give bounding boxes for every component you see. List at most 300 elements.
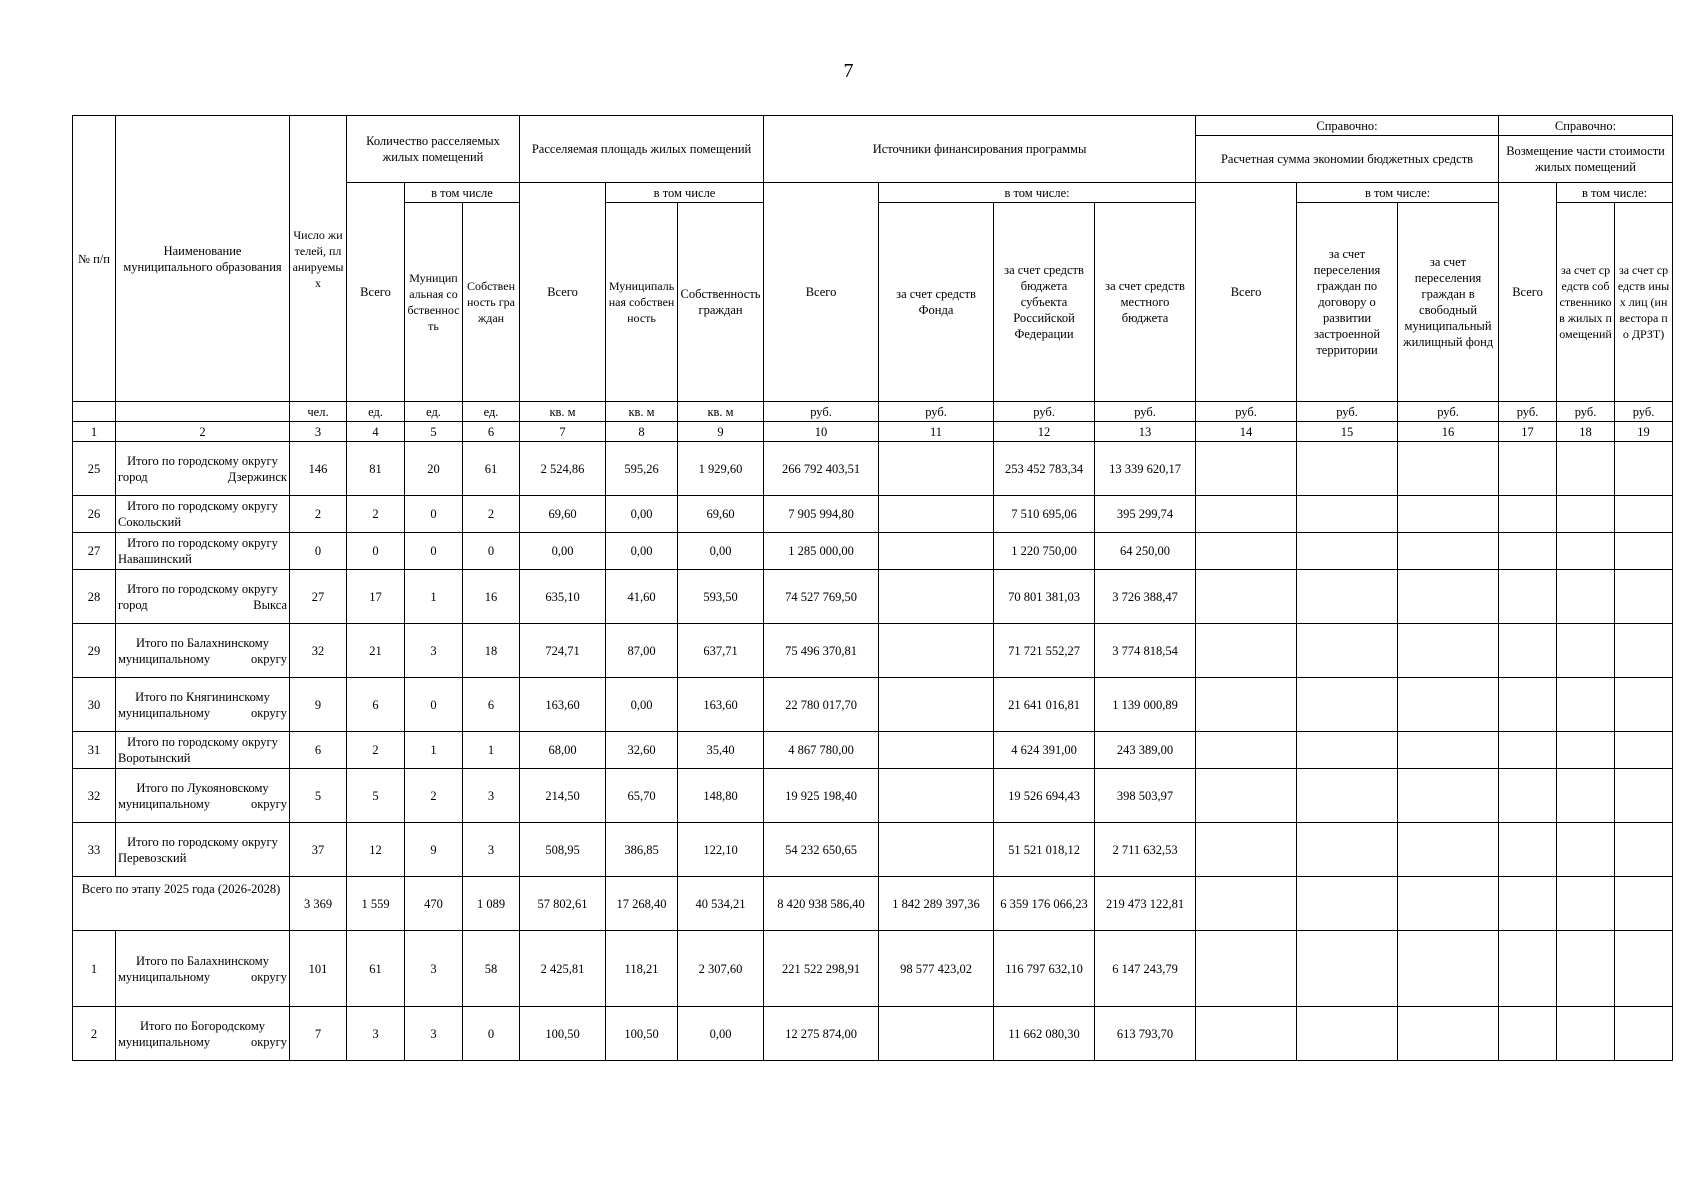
unit-label: кв. м (606, 402, 678, 422)
column-number: 16 (1398, 422, 1499, 442)
empty-reference-cell (1499, 624, 1557, 678)
value-c11: 98 577 423,02 (879, 931, 994, 1007)
column-number: 8 (606, 422, 678, 442)
value-c6: 18 (463, 624, 520, 678)
value-c10: 75 496 370,81 (764, 624, 879, 678)
total-c10: 8 420 938 586,40 (764, 877, 879, 931)
value-c9: 593,50 (678, 570, 764, 624)
header-compensation-total: Всего (1499, 183, 1557, 402)
table-row (73, 624, 1673, 678)
value-c12: 21 641 016,81 (994, 678, 1095, 732)
value-c4: 12 (347, 823, 405, 877)
empty-reference-cell (1557, 877, 1615, 931)
row-number: 28 (73, 570, 116, 624)
row-number: 32 (73, 769, 116, 823)
empty-reference-cell (1398, 442, 1499, 496)
total-c13: 219 473 122,81 (1095, 877, 1196, 931)
empty-reference-cell (1557, 931, 1615, 1007)
value-c10: 19 925 198,40 (764, 769, 879, 823)
empty-reference-cell (1557, 496, 1615, 533)
value-c9: 0,00 (678, 1007, 764, 1061)
header-group-units-count: Количество расселяемых жилых помещений (347, 116, 520, 183)
value-c12: 253 452 783,34 (994, 442, 1095, 496)
value-c11 (879, 769, 994, 823)
table-row (73, 732, 1673, 769)
value-c3: 27 (290, 570, 347, 624)
value-c6: 3 (463, 769, 520, 823)
empty-reference-cell (1398, 877, 1499, 931)
empty-reference-cell (1615, 533, 1673, 570)
value-c11 (879, 442, 994, 496)
header-col-number: № п/п (73, 116, 116, 402)
column-number: 12 (994, 422, 1095, 442)
empty-reference-cell (1615, 570, 1673, 624)
header-group-finance: Источники финансирования программы (764, 116, 1196, 183)
header-group-budget-savings: Расчетная сумма экономии бюджетных средств (1196, 136, 1499, 183)
empty-reference-cell (1196, 823, 1297, 877)
header-units-municipal: Муниципальная собственность (405, 203, 463, 402)
value-c8: 32,60 (606, 732, 678, 769)
total-c6: 1 089 (463, 877, 520, 931)
header-group-area: Расселяемая площадь жилых помещений (520, 116, 764, 183)
value-c4: 21 (347, 624, 405, 678)
header-finance-regional: за счет средств бюджета субъекта Российской Федерации (994, 203, 1095, 402)
empty-reference-cell (1615, 732, 1673, 769)
municipality-name: Итого по городскому округу город Дзержинск (116, 442, 290, 496)
units-cell-blank-1 (73, 402, 116, 422)
value-c10: 221 522 298,91 (764, 931, 879, 1007)
empty-reference-cell (1557, 570, 1615, 624)
unit-label: ед. (405, 402, 463, 422)
header-area-citizens: Собственность граждан (678, 203, 764, 402)
municipality-name: Итого по Лукояновскому муниципальному округу (116, 769, 290, 823)
empty-reference-cell (1398, 732, 1499, 769)
header-area-municipal: Муниципальная собственность (606, 203, 678, 402)
empty-reference-cell (1297, 823, 1398, 877)
value-c7: 163,60 (520, 678, 606, 732)
value-c9: 0,00 (678, 533, 764, 570)
empty-reference-cell (1398, 1007, 1499, 1061)
row-number: 30 (73, 678, 116, 732)
value-c3: 146 (290, 442, 347, 496)
value-c8: 0,00 (606, 496, 678, 533)
value-c5: 9 (405, 823, 463, 877)
value-c8: 0,00 (606, 678, 678, 732)
value-c10: 12 275 874,00 (764, 1007, 879, 1061)
empty-reference-cell (1615, 678, 1673, 732)
unit-label: руб. (1499, 402, 1557, 422)
header-finance-local: за счет средств местного бюджета (1095, 203, 1196, 402)
value-c6: 0 (463, 533, 520, 570)
value-c7: 100,50 (520, 1007, 606, 1061)
unit-label: руб. (994, 402, 1095, 422)
value-c6: 0 (463, 1007, 520, 1061)
header-finance-total: Всего (764, 183, 879, 402)
empty-reference-cell (1196, 496, 1297, 533)
empty-reference-cell (1297, 570, 1398, 624)
value-c7: 68,00 (520, 732, 606, 769)
value-c11 (879, 678, 994, 732)
value-c8: 386,85 (606, 823, 678, 877)
empty-reference-cell (1615, 624, 1673, 678)
value-c13: 398 503,97 (1095, 769, 1196, 823)
value-c11 (879, 823, 994, 877)
total-c9: 40 534,21 (678, 877, 764, 931)
empty-reference-cell (1196, 877, 1297, 931)
value-c9: 637,71 (678, 624, 764, 678)
municipality-name: Итого по городскому округу Воротынский (116, 732, 290, 769)
value-c8: 87,00 (606, 624, 678, 678)
municipality-name: Итого по Княгининскому муниципальному округу (116, 678, 290, 732)
row-number: 1 (73, 931, 116, 1007)
table-row (73, 823, 1673, 877)
header-area-total: Всего (520, 183, 606, 402)
unit-label: руб. (1196, 402, 1297, 422)
empty-reference-cell (1557, 732, 1615, 769)
empty-reference-cell (1557, 442, 1615, 496)
value-c10: 22 780 017,70 (764, 678, 879, 732)
empty-reference-cell (1557, 823, 1615, 877)
empty-reference-cell (1297, 732, 1398, 769)
total-c3: 3 369 (290, 877, 347, 931)
value-c7: 0,00 (520, 533, 606, 570)
unit-label: ед. (347, 402, 405, 422)
column-number: 7 (520, 422, 606, 442)
unit-label: руб. (1398, 402, 1499, 422)
value-c3: 5 (290, 769, 347, 823)
header-finance-fund: за счет средств Фонда (879, 203, 994, 402)
table-row (73, 533, 1673, 570)
table-row (73, 570, 1673, 624)
value-c3: 101 (290, 931, 347, 1007)
value-c5: 1 (405, 732, 463, 769)
header-savings-free-fund: за счет переселения граждан в свободный муниципальный жилищный фонд (1398, 203, 1499, 402)
empty-reference-cell (1196, 769, 1297, 823)
empty-reference-cell (1499, 570, 1557, 624)
value-c5: 3 (405, 624, 463, 678)
value-c3: 32 (290, 624, 347, 678)
empty-reference-cell (1499, 931, 1557, 1007)
unit-label: руб. (1557, 402, 1615, 422)
empty-reference-cell (1398, 823, 1499, 877)
empty-reference-cell (1398, 533, 1499, 570)
value-c8: 595,26 (606, 442, 678, 496)
unit-label: кв. м (678, 402, 764, 422)
column-number: 15 (1297, 422, 1398, 442)
value-c3: 0 (290, 533, 347, 570)
value-c7: 214,50 (520, 769, 606, 823)
header-compensation-incl: в том числе: (1557, 183, 1673, 203)
municipality-name: Итого по городскому округу Навашинский (116, 533, 290, 570)
empty-reference-cell (1499, 732, 1557, 769)
value-c9: 69,60 (678, 496, 764, 533)
header-savings-territory: за счет переселения граждан по договору о развитии застроенной территории (1297, 203, 1398, 402)
column-number: 1 (73, 422, 116, 442)
column-number: 13 (1095, 422, 1196, 442)
empty-reference-cell (1196, 1007, 1297, 1061)
value-c12: 11 662 080,30 (994, 1007, 1095, 1061)
municipality-name: Итого по Балахнинскому муниципальному округу (116, 624, 290, 678)
column-number: 11 (879, 422, 994, 442)
value-c4: 3 (347, 1007, 405, 1061)
total-c12: 6 359 176 066,23 (994, 877, 1095, 931)
value-c12: 71 721 552,27 (994, 624, 1095, 678)
value-c3: 7 (290, 1007, 347, 1061)
total-label: Всего по этапу 2025 года (2026-2028) (73, 877, 290, 931)
value-c6: 2 (463, 496, 520, 533)
column-number: 3 (290, 422, 347, 442)
empty-reference-cell (1398, 624, 1499, 678)
empty-reference-cell (1499, 533, 1557, 570)
value-c8: 100,50 (606, 1007, 678, 1061)
total-c4: 1 559 (347, 877, 405, 931)
empty-reference-cell (1615, 877, 1673, 931)
value-c8: 118,21 (606, 931, 678, 1007)
value-c4: 2 (347, 732, 405, 769)
value-c9: 35,40 (678, 732, 764, 769)
header-units-total: Всего (347, 183, 405, 402)
header-compensation-owners: за счет средств собственников жилых помещений (1557, 203, 1615, 402)
empty-reference-cell (1398, 769, 1499, 823)
municipality-name: Итого по городскому округу Перевозский (116, 823, 290, 877)
value-c11 (879, 496, 994, 533)
empty-reference-cell (1499, 678, 1557, 732)
empty-reference-cell (1297, 1007, 1398, 1061)
table-row (73, 769, 1673, 823)
value-c7: 69,60 (520, 496, 606, 533)
empty-reference-cell (1196, 570, 1297, 624)
column-number: 14 (1196, 422, 1297, 442)
empty-reference-cell (1615, 769, 1673, 823)
value-c5: 3 (405, 1007, 463, 1061)
value-c6: 58 (463, 931, 520, 1007)
column-number: 18 (1557, 422, 1615, 442)
value-c11 (879, 732, 994, 769)
empty-reference-cell (1196, 533, 1297, 570)
empty-reference-cell (1499, 877, 1557, 931)
value-c6: 1 (463, 732, 520, 769)
empty-reference-cell (1398, 678, 1499, 732)
value-c13: 1 139 000,89 (1095, 678, 1196, 732)
empty-reference-cell (1297, 769, 1398, 823)
value-c9: 122,10 (678, 823, 764, 877)
unit-label: чел. (290, 402, 347, 422)
header-area-incl: в том числе (606, 183, 764, 203)
value-c13: 3 726 388,47 (1095, 570, 1196, 624)
empty-reference-cell (1499, 1007, 1557, 1061)
value-c12: 51 521 018,12 (994, 823, 1095, 877)
value-c9: 2 307,60 (678, 931, 764, 1007)
header-units-incl: в том числе (405, 183, 520, 203)
column-number: 6 (463, 422, 520, 442)
units-cell-blank-2 (116, 402, 290, 422)
header-reference-2-top: Справочно: (1499, 116, 1673, 136)
value-c7: 724,71 (520, 624, 606, 678)
municipality-name: Итого по городскому округу город Выкса (116, 570, 290, 624)
value-c6: 16 (463, 570, 520, 624)
empty-reference-cell (1615, 1007, 1673, 1061)
total-c8: 17 268,40 (606, 877, 678, 931)
empty-reference-cell (1615, 496, 1673, 533)
value-c11 (879, 624, 994, 678)
value-c10: 54 232 650,65 (764, 823, 879, 877)
column-number: 19 (1615, 422, 1673, 442)
value-c10: 1 285 000,00 (764, 533, 879, 570)
value-c12: 7 510 695,06 (994, 496, 1095, 533)
value-c11 (879, 1007, 994, 1061)
municipality-name: Итого по Балахнинскому муниципальному округу (116, 931, 290, 1007)
row-number: 31 (73, 732, 116, 769)
value-c13: 2 711 632,53 (1095, 823, 1196, 877)
value-c7: 508,95 (520, 823, 606, 877)
unit-label: руб. (1297, 402, 1398, 422)
value-c13: 3 774 818,54 (1095, 624, 1196, 678)
value-c10: 74 527 769,50 (764, 570, 879, 624)
value-c4: 6 (347, 678, 405, 732)
value-c3: 9 (290, 678, 347, 732)
empty-reference-cell (1297, 624, 1398, 678)
value-c4: 81 (347, 442, 405, 496)
value-c3: 6 (290, 732, 347, 769)
header-savings-total: Всего (1196, 183, 1297, 402)
value-c7: 635,10 (520, 570, 606, 624)
value-c8: 0,00 (606, 533, 678, 570)
value-c3: 37 (290, 823, 347, 877)
value-c9: 148,80 (678, 769, 764, 823)
value-c12: 19 526 694,43 (994, 769, 1095, 823)
value-c6: 3 (463, 823, 520, 877)
header-col-municipality: Наименование муниципального образования (116, 116, 290, 402)
table-row (73, 496, 1673, 533)
value-c5: 1 (405, 570, 463, 624)
column-number: 9 (678, 422, 764, 442)
value-c3: 2 (290, 496, 347, 533)
empty-reference-cell (1557, 533, 1615, 570)
value-c5: 0 (405, 533, 463, 570)
value-c12: 116 797 632,10 (994, 931, 1095, 1007)
table-row (73, 442, 1673, 496)
empty-reference-cell (1297, 533, 1398, 570)
empty-reference-cell (1499, 442, 1557, 496)
value-c12: 70 801 381,03 (994, 570, 1095, 624)
table-row (73, 1007, 1673, 1061)
value-c11 (879, 533, 994, 570)
value-c13: 6 147 243,79 (1095, 931, 1196, 1007)
column-number: 2 (116, 422, 290, 442)
empty-reference-cell (1557, 1007, 1615, 1061)
empty-reference-cell (1398, 570, 1499, 624)
unit-label: руб. (1095, 402, 1196, 422)
empty-reference-cell (1557, 624, 1615, 678)
header-col-residents: Число жителей, планируемых (290, 116, 347, 402)
unit-label: руб. (1615, 402, 1673, 422)
value-c13: 13 339 620,17 (1095, 442, 1196, 496)
value-c4: 61 (347, 931, 405, 1007)
total-row (73, 877, 1673, 931)
unit-label: ед. (463, 402, 520, 422)
row-number: 26 (73, 496, 116, 533)
empty-reference-cell (1297, 877, 1398, 931)
value-c13: 243 389,00 (1095, 732, 1196, 769)
table-row (73, 931, 1673, 1007)
header-compensation-others: за счет средств иных лиц (инвестора по ДРЗТ) (1615, 203, 1673, 402)
value-c9: 163,60 (678, 678, 764, 732)
value-c8: 41,60 (606, 570, 678, 624)
page-number: 7 (843, 60, 854, 82)
table-row (73, 678, 1673, 732)
resettlement-table (72, 115, 1673, 1061)
empty-reference-cell (1557, 769, 1615, 823)
municipality-name: Итого по городскому округу Сокольский (116, 496, 290, 533)
value-c10: 266 792 403,51 (764, 442, 879, 496)
row-number: 2 (73, 1007, 116, 1061)
column-number: 4 (347, 422, 405, 442)
empty-reference-cell (1196, 442, 1297, 496)
value-c4: 5 (347, 769, 405, 823)
value-c5: 0 (405, 496, 463, 533)
value-c9: 1 929,60 (678, 442, 764, 496)
unit-label: кв. м (520, 402, 606, 422)
value-c8: 65,70 (606, 769, 678, 823)
empty-reference-cell (1615, 823, 1673, 877)
total-c5: 470 (405, 877, 463, 931)
empty-reference-cell (1615, 931, 1673, 1007)
empty-reference-cell (1196, 732, 1297, 769)
total-c7: 57 802,61 (520, 877, 606, 931)
value-c6: 6 (463, 678, 520, 732)
value-c5: 3 (405, 931, 463, 1007)
header-reference-1-top: Справочно: (1196, 116, 1499, 136)
empty-reference-cell (1196, 624, 1297, 678)
empty-reference-cell (1297, 496, 1398, 533)
value-c11 (879, 570, 994, 624)
column-number: 17 (1499, 422, 1557, 442)
row-number: 33 (73, 823, 116, 877)
empty-reference-cell (1398, 931, 1499, 1007)
value-c6: 61 (463, 442, 520, 496)
value-c10: 7 905 994,80 (764, 496, 879, 533)
row-number: 25 (73, 442, 116, 496)
header-savings-incl: в том числе: (1297, 183, 1499, 203)
value-c12: 1 220 750,00 (994, 533, 1095, 570)
value-c4: 0 (347, 533, 405, 570)
unit-label: руб. (764, 402, 879, 422)
value-c4: 17 (347, 570, 405, 624)
value-c13: 613 793,70 (1095, 1007, 1196, 1061)
municipality-name: Итого по Богородскому муниципальному округу (116, 1007, 290, 1061)
value-c4: 2 (347, 496, 405, 533)
empty-reference-cell (1297, 678, 1398, 732)
empty-reference-cell (1499, 769, 1557, 823)
empty-reference-cell (1196, 931, 1297, 1007)
total-c11: 1 842 289 397,36 (879, 877, 994, 931)
value-c10: 4 867 780,00 (764, 732, 879, 769)
empty-reference-cell (1557, 678, 1615, 732)
value-c12: 4 624 391,00 (994, 732, 1095, 769)
header-group-compensation: Возмещение части стоимости жилых помещений (1499, 136, 1673, 183)
value-c5: 20 (405, 442, 463, 496)
value-c13: 395 299,74 (1095, 496, 1196, 533)
header-units-citizens: Собственность граждан (463, 203, 520, 402)
empty-reference-cell (1398, 496, 1499, 533)
empty-reference-cell (1615, 442, 1673, 496)
unit-label: руб. (879, 402, 994, 422)
value-c5: 0 (405, 678, 463, 732)
value-c13: 64 250,00 (1095, 533, 1196, 570)
empty-reference-cell (1196, 678, 1297, 732)
empty-reference-cell (1297, 442, 1398, 496)
value-c7: 2 425,81 (520, 931, 606, 1007)
